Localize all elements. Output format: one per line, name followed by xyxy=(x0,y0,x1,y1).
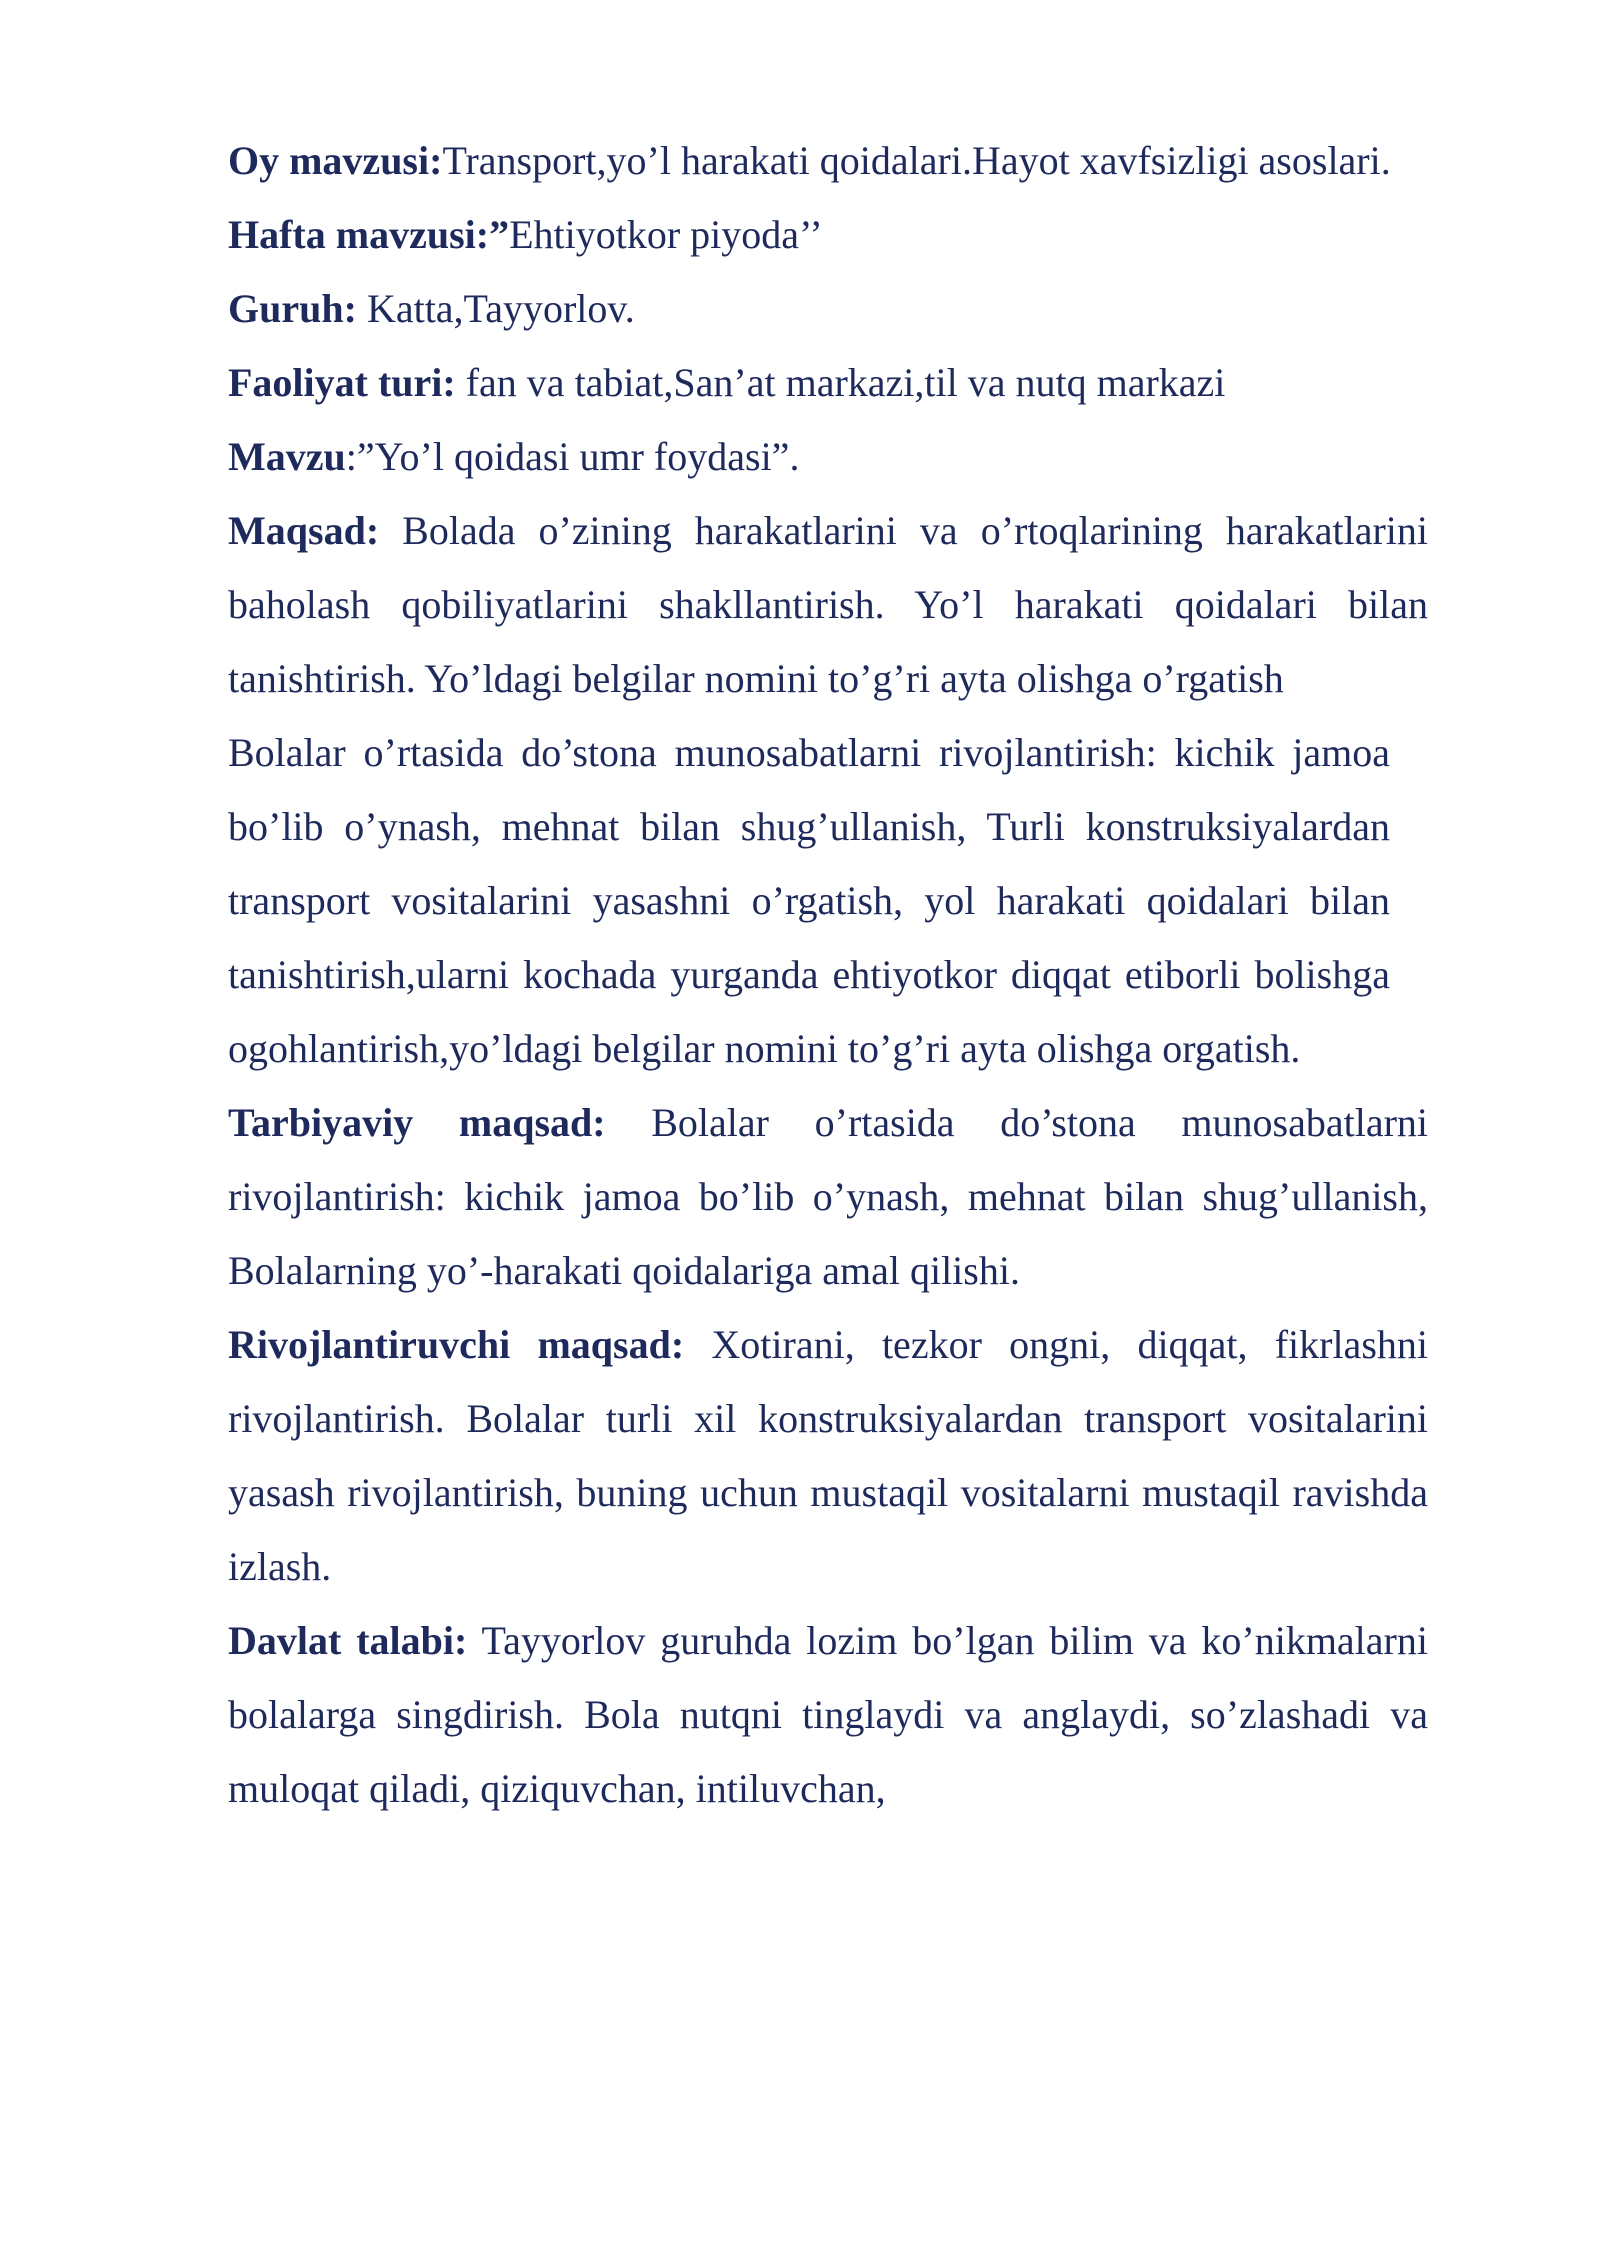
text-mavzu: :”Yo’l qoidasi umr foydasi”. xyxy=(345,434,800,479)
text-oy-mavzusi: Transport,yo’l harakati qoidalari.Hayot xavfsizligi asoslari. xyxy=(442,138,1391,183)
paragraph-davlat-talabi xyxy=(228,1604,1428,1826)
label-tarbiyaviy-maqsad: Tarbiyaviy maqsad: xyxy=(228,1100,606,1145)
paragraph-maqsad xyxy=(228,494,1428,716)
paragraph-hafta-mavzusi xyxy=(228,198,1428,272)
label-guruh: Guruh: xyxy=(228,286,357,331)
text-bolalar: Bolalar o’rtasida do’stona munosabatlarni rivojlantirish: kichik jamoa bo’lib o’ynash, mehnat bilan shug’ullanish, Turli konstruksiyalardan transport vositalarini yasashni o’rgatish, yol harakati qoidalari bilan tanishtirish,ularni kochada yurganda ehtiyotkor diqqat etiborli bolishga ogohlantirish,yo’ldagi belgilar nomini to’g’ri ayta olishga orgatish. xyxy=(228,730,1390,1071)
text-faoliyat-turi: fan va tabiat,San’at markazi,til va nutq markazi xyxy=(455,360,1226,405)
document-page xyxy=(228,124,1428,1826)
paragraph-oy-mavzusi xyxy=(228,124,1428,198)
paragraph-tarbiyaviy-maqsad xyxy=(228,1086,1428,1308)
text-hafta-mavzusi: Ehtiyotkor piyoda’’ xyxy=(509,212,823,257)
text-guruh: Katta,Tayyorlov. xyxy=(356,286,635,331)
paragraph-rivojlantiruvchi-maqsad xyxy=(228,1308,1428,1604)
label-faoliyat-turi: Faoliyat turi: xyxy=(228,360,456,405)
label-hafta-mavzusi: Hafta mavzusi:” xyxy=(228,212,510,257)
text-davlat-talabi: Tayyorlov guruhda lozim bo’lgan bilim va ko’nikmalarni bolalarga singdirish. Bola nutqni tinglaydi va anglaydi, so’zlashadi va muloqat qiladi, qiziquvchan, intiluvchan, xyxy=(228,1618,1428,1811)
label-mavzu: Mavzu xyxy=(228,434,346,479)
label-maqsad: Maqsad: xyxy=(228,508,380,553)
paragraph-bolalar xyxy=(228,716,1390,1086)
text-maqsad: Bolada o’zining harakatlarini va o’rtoqlarining harakatlarini baholash qobiliyatlarini shakllantirish. Yo’l harakati qoidalari bilan tanishtirish. Yo’ldagi belgilar nomini to’g’ri ayta olishga o’rgatish xyxy=(228,508,1428,701)
label-oy-mavzusi: Oy mavzusi: xyxy=(228,138,443,183)
label-davlat-talabi: Davlat talabi: xyxy=(228,1618,468,1663)
text-tarbiyaviy-maqsad: Bolalar o’rtasida do’stona munosabatlarni rivojlantirish: kichik jamoa bo’lib o’ynash, mehnat bilan shug’ullanish, Bolalarning yo’-harakati qoidalariga amal qilishi. xyxy=(228,1100,1429,1293)
paragraph-faoliyat-turi xyxy=(228,346,1428,420)
text-rivojlantiruvchi-maqsad: Xotirani, tezkor ongni, diqqat, fikrlashni rivojlantirish. Bolalar turli xil konstruksiyalardan transport vositalarini yasash rivojlantirish, buning uchun mustaqil vositalarni mustaqil ravishda izlash. xyxy=(228,1322,1428,1589)
label-rivojlantiruvchi-maqsad: Rivojlantiruvchi maqsad: xyxy=(228,1322,685,1367)
paragraph-guruh xyxy=(228,272,1428,346)
paragraph-mavzu xyxy=(228,420,1428,494)
